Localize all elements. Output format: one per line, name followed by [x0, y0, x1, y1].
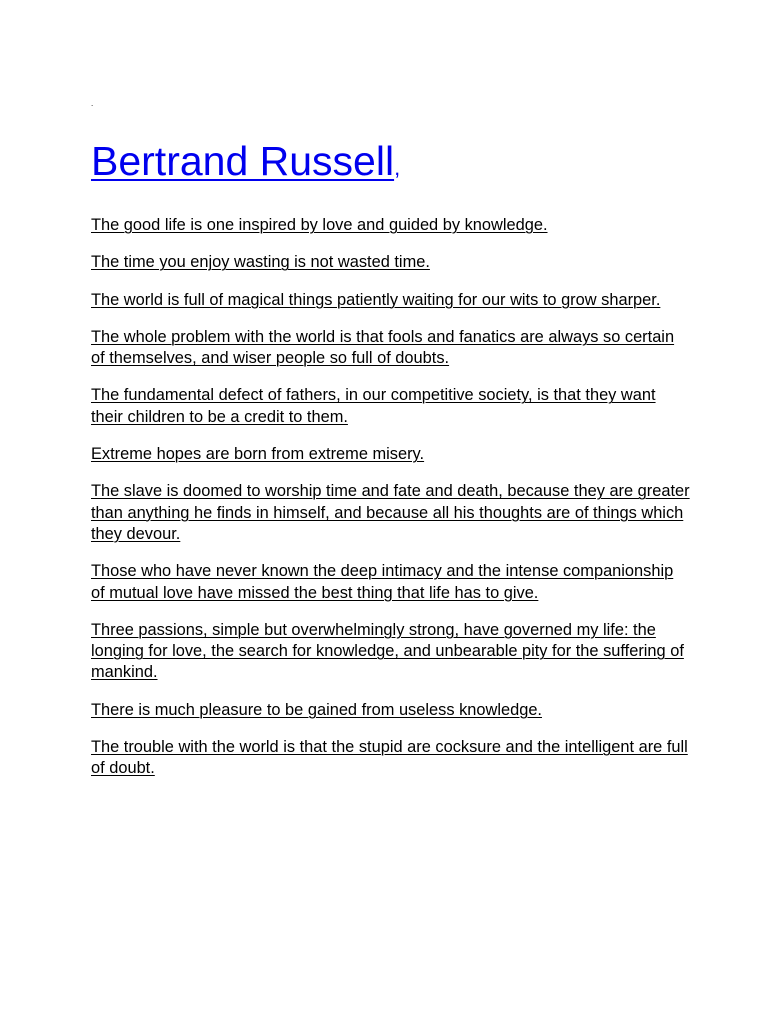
quote-item[interactable]: The fundamental defect of fathers, in our competitive society, is that they want their children to be a credit to them. — [91, 386, 656, 426]
quote-item[interactable]: Three passions, simple but overwhelmingly strong, have governed my life: the longing for love, the search for knowledge, and unbearable pity for the suffering of mankind. — [91, 620, 684, 682]
title-comma: , — [394, 155, 401, 180]
page-title — [91, 138, 400, 191]
quote-item[interactable]: The whole problem with the world is that fools and fanatics are always so certain of themselves, and wiser people so full of doubts. — [91, 327, 675, 368]
author-link[interactable]: Bertrand Russell — [91, 138, 395, 184]
quote-list — [91, 215, 691, 796]
quote-item[interactable]: Those who have never known the deep intimacy and the intense companionship of mutual love have missed the best thing that life has to give. — [91, 562, 674, 602]
quote-item[interactable]: The slave is doomed to worship time and fate and death, because they are greater than anything he finds in himself, and because all his thoughts are of things which they devour. — [91, 482, 690, 543]
dot-mark: . — [91, 99, 94, 108]
quote-item[interactable]: The good life is one inspired by love and guided by knowledge. — [91, 216, 548, 234]
quote-item[interactable]: Extreme hopes are born from extreme misery. — [91, 445, 425, 464]
quote-item[interactable]: The time you enjoy wasting is not wasted time. — [91, 253, 430, 272]
quote-item[interactable]: The trouble with the world is that the stupid are cocksure and the intelligent are full of doubt. — [91, 738, 688, 778]
quote-item[interactable]: There is much pleasure to be gained from useless knowledge. — [91, 700, 542, 719]
quote-item[interactable]: The world is full of magical things patiently waiting for our wits to grow sharper. — [91, 290, 661, 309]
